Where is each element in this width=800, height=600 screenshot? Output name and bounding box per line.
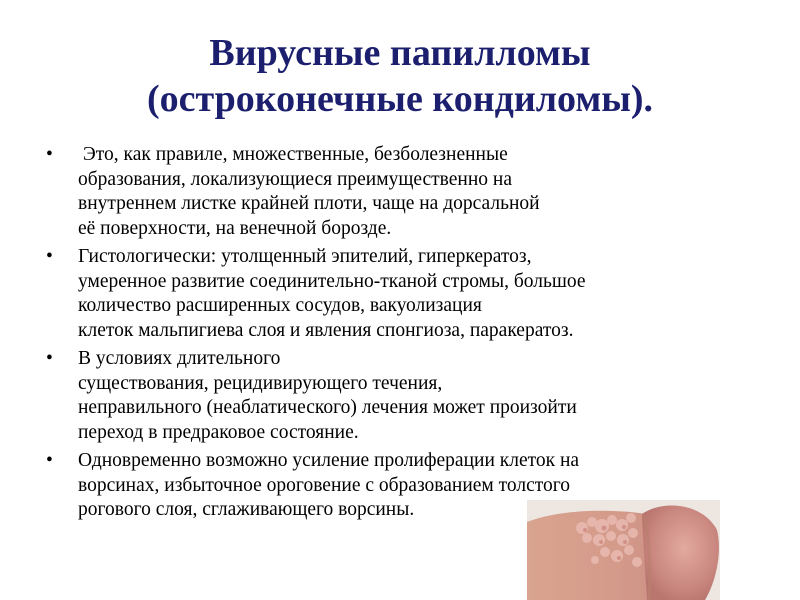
bullet-list [46, 143, 736, 527]
bullet-item-3 [46, 347, 736, 445]
bullet-4-line-2: ворсинах, избыточное ороговение с образованием толстого [78, 474, 571, 496]
bullet-1-line-3: внутреннем листке крайней плоти, чаще на дорсальной [78, 193, 540, 214]
bullet-1-line-1: Это, как правиле, множественные, безболезненные [78, 144, 508, 165]
bullet-item-1 [46, 143, 736, 241]
clinical-photo [527, 500, 720, 600]
bullet-marker: • [46, 246, 53, 267]
slide-title-line-2: (остроконечные кондиломы). [146, 78, 654, 120]
bullet-1-line-2: образования, локализующиеся преимущественно на [78, 168, 512, 190]
bullet-2-line-2: умеренное развитие соединительно-тканой стромы, большое [78, 270, 586, 292]
bullet-3-line-4: переход в предраковое состояние. [78, 421, 359, 443]
bullet-2-line-4: клеток мальпигиева слоя и явления спонгиоза, паракератоз. [78, 319, 574, 341]
slide-title-line-1: Вирусные папилломы [209, 32, 591, 74]
bullet-4-line-3: рогового слоя, сглаживающего ворсины. [78, 499, 415, 520]
bullet-3-line-3: неправильного (неаблатического) лечения может произойти [78, 397, 577, 418]
bullet-marker: • [46, 450, 53, 471]
clinical-photo-illustration [527, 500, 720, 600]
bullet-2-line-1: Гистологически: утолщенный эпителий, гиперкератоз, [78, 246, 532, 267]
bullet-1-line-4: её поверхности, на венечной борозде. [78, 217, 392, 239]
bullet-2-line-3: количество расширенных сосудов, вакуолизация [78, 295, 482, 316]
bullet-item-2 [46, 245, 736, 343]
bullet-3-line-2: существования, рецидивирующего течения, [78, 372, 443, 394]
bullet-marker: • [46, 144, 53, 165]
slide-title [0, 30, 800, 122]
bullet-marker: • [46, 348, 53, 369]
bullet-3-line-1: В условиях длительного [78, 348, 281, 369]
bullet-4-line-1: Одновременно возможно усиление пролиферации клеток на [78, 450, 580, 471]
